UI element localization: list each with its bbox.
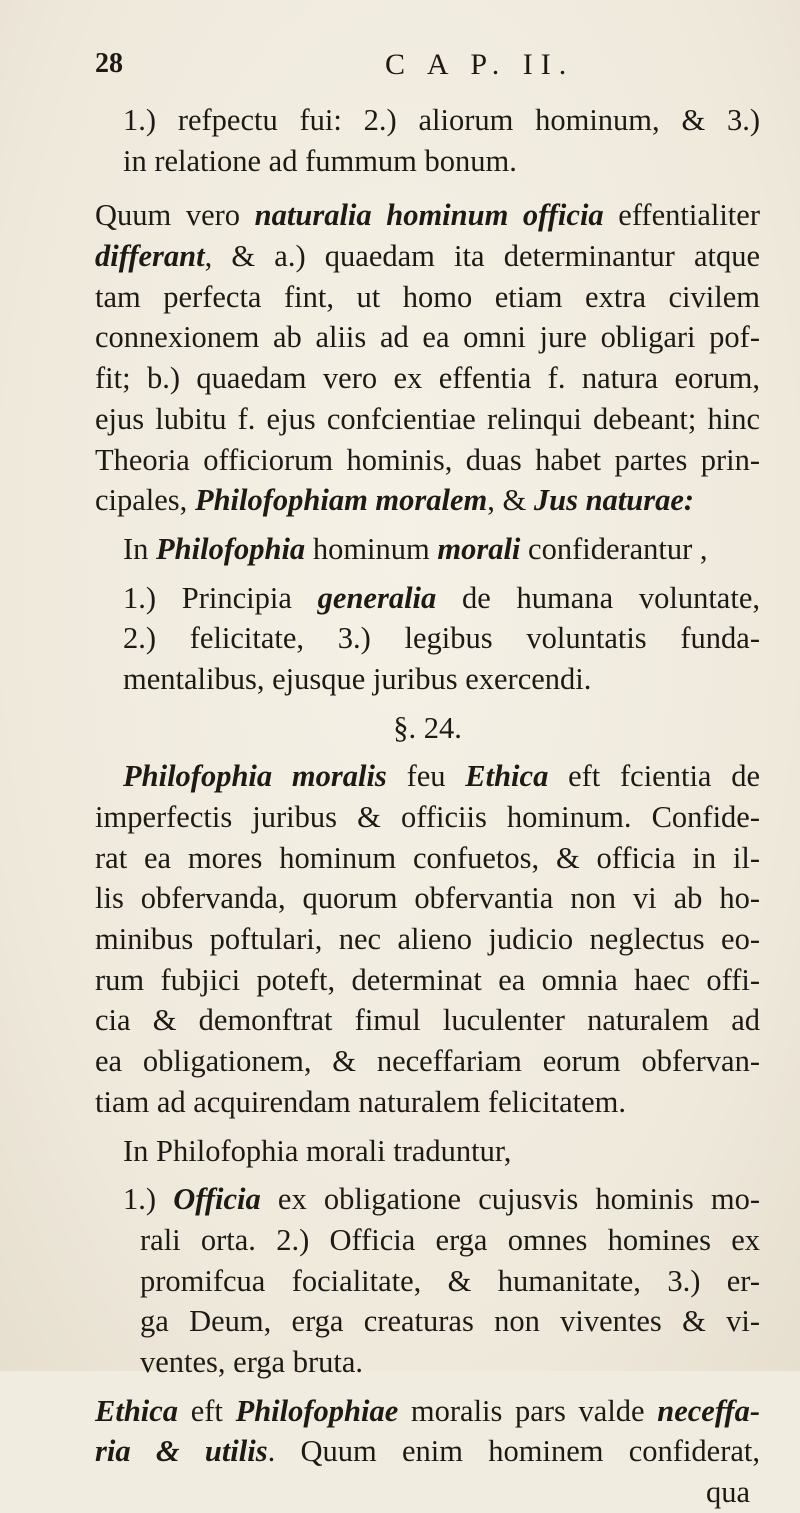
text-line: in relatione ad fummum bonum. <box>123 143 517 178</box>
text-line: lis obfervanda, quorum obfervantia non vi ab ho- <box>95 881 760 916</box>
italic-span: Officia <box>173 1182 261 1217</box>
text-line: 1.) refpectu fui: 2.) aliorum hominum, & 3.) <box>123 103 760 137</box>
text-line: imperfectis juribus & officiis hominum. Confide- <box>95 800 760 834</box>
text-line: rali orta. 2.) Officia erga omnes homines ex <box>140 1222 760 1257</box>
text-line: ejus lubitu f. ejus confcientiae relinqui debeant; hinc <box>95 401 760 436</box>
running-head: C A P. II. <box>385 48 575 81</box>
text-line: rat ea mores hominum confuetos, & officia in il- <box>95 840 760 875</box>
text-span: effentialiter <box>603 198 760 233</box>
text-line: cia & demonftrat fimul luculenter naturalem ad <box>95 1003 760 1038</box>
text-line: rum fubjici poteft, determinat ea omnia haec offi- <box>95 962 760 997</box>
text-line <box>95 756 760 797</box>
italic-span: morali <box>437 531 521 566</box>
text-line <box>95 236 760 277</box>
text-line: minibus poftulari, nec alieno judicio neglectus eo- <box>95 922 760 957</box>
text-line <box>95 1179 760 1220</box>
italic-span: Ethica <box>465 759 549 794</box>
text-span: , & a.) quaedam ita determinantur atque <box>204 239 760 274</box>
text-line: ga Deum, erga creaturas non viventes & vi- <box>140 1304 760 1339</box>
text-span: feu <box>386 759 466 794</box>
text-span: Quum vero <box>95 198 255 233</box>
text-line: ventes, erga bruta. <box>140 1344 364 1379</box>
text-span: 1.) Principia <box>123 580 318 615</box>
text-span: , & <box>487 483 534 518</box>
text-line: 2.) felicitate, 3.) legibus voluntatis funda- <box>123 621 760 656</box>
text-line: connexionem ab aliis ad ea omni jure obligari pof- <box>95 320 760 355</box>
italic-span: Philofophia <box>156 531 306 566</box>
italic-span: generalia <box>317 580 437 615</box>
text-line <box>95 480 760 521</box>
text-span: In <box>123 531 157 566</box>
text-span: 1.) <box>123 1182 174 1217</box>
text-line: tiam ad acquirendam naturalem felicitatem. <box>95 1084 626 1119</box>
text-span: hominum <box>305 531 438 566</box>
italic-span: Jus naturae: <box>533 483 695 518</box>
italic-span: naturalia hominum officia <box>254 198 604 233</box>
text-span: eft fcientia de <box>548 759 760 794</box>
text-span: cipales, <box>95 483 195 518</box>
text-line <box>95 1391 760 1432</box>
italic-span: ria & utilis <box>95 1434 268 1469</box>
text-span: ex obligatione cujusvis hominis mo- <box>260 1182 760 1217</box>
text-line: promifcua focialitate, & humanitate, 3.) er- <box>140 1263 760 1298</box>
text-line: mentalibus, ejusque juribus exercendi. <box>123 661 592 696</box>
italic-span: neceffa- <box>657 1393 760 1428</box>
text-span: de humana voluntate, <box>436 580 760 615</box>
text-line: tam perfecta fint, ut homo etiam extra civilem <box>95 279 760 314</box>
text-span: moralis pars valde <box>398 1393 658 1428</box>
text-line <box>95 195 760 236</box>
body-text <box>95 100 760 1513</box>
text-span: eft <box>178 1393 236 1428</box>
text-line: fit; b.) quaedam vero ex effentia f. natura eorum, <box>95 361 760 396</box>
text-span: confiderantur , <box>520 531 708 566</box>
text-line: In Philofophia morali traduntur, <box>123 1133 512 1168</box>
italic-span: Philofophia moralis <box>123 759 387 794</box>
text-line: ea obligationem, & neceffariam eorum obfervan- <box>95 1044 760 1079</box>
section-heading: §. 24. <box>393 710 462 745</box>
page-header <box>95 48 735 88</box>
italic-span: Philofophiam moralem <box>194 483 488 518</box>
page-number: 28 <box>95 48 123 79</box>
italic-span: differant <box>95 239 205 274</box>
text-line <box>95 578 760 619</box>
text-line <box>95 529 760 570</box>
text-span: . Quum enim hominem confiderat, <box>267 1434 760 1469</box>
catchword: qua <box>705 1475 750 1509</box>
text-line <box>95 1431 760 1472</box>
text-line: Theoria officiorum hominis, duas habet partes prin- <box>95 442 760 477</box>
italic-span: Ethica <box>95 1393 179 1428</box>
italic-span: Philofophiae <box>235 1393 399 1428</box>
